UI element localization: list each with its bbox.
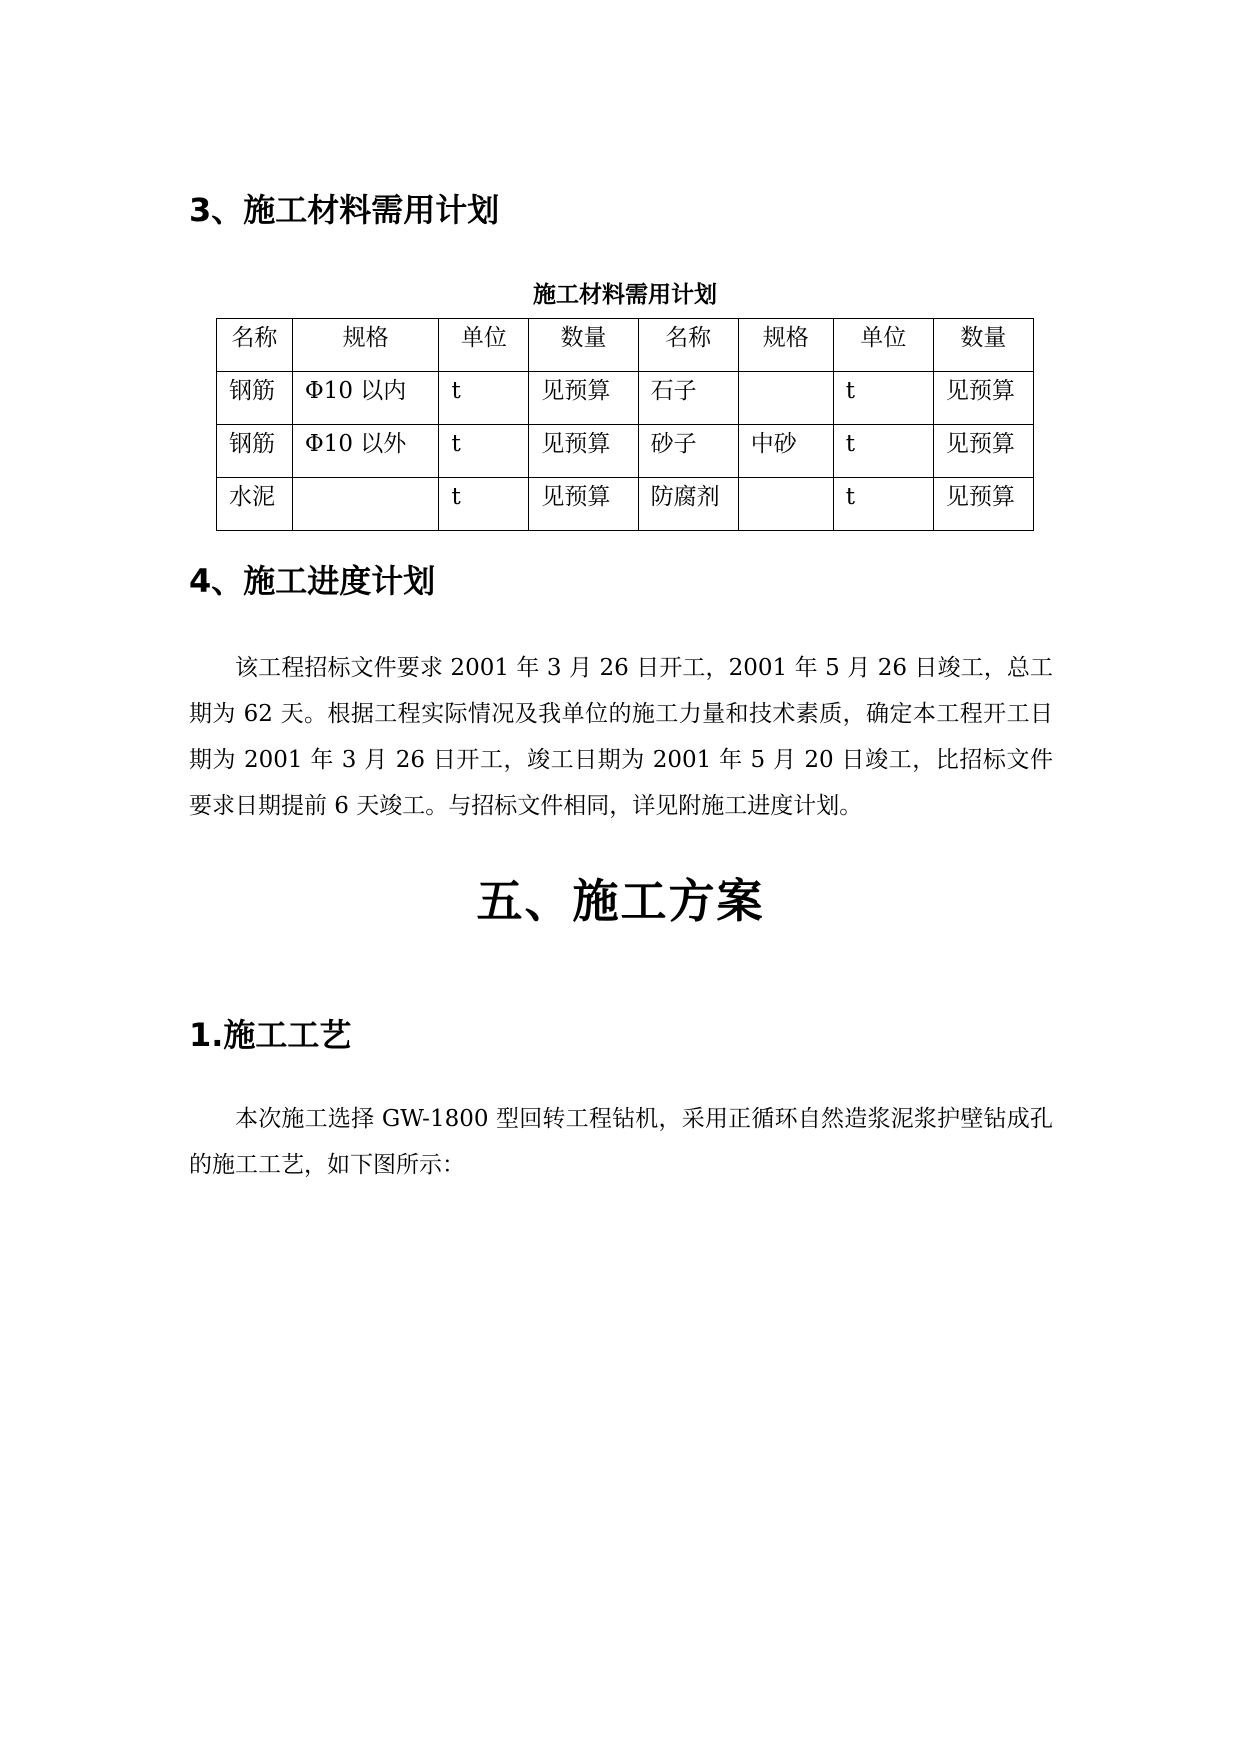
- section-heading-craft: 1.施工工艺: [189, 1016, 352, 1054]
- header-cell: 数量: [933, 319, 1033, 372]
- table-cell: 水泥: [217, 478, 293, 531]
- section-heading-schedule: 4、施工进度计划: [189, 562, 436, 600]
- header-cell: 规格: [292, 319, 439, 372]
- table-cell: t: [439, 372, 529, 425]
- table-caption: 施工材料需用计划: [533, 282, 717, 308]
- table-cell: 钢筋: [217, 372, 293, 425]
- table-cell: Φ10 以内: [292, 372, 439, 425]
- table-cell: [738, 372, 833, 425]
- table-cell: 见预算: [529, 478, 638, 531]
- header-cell: 名称: [638, 319, 738, 372]
- table-cell: 中砂: [738, 425, 833, 478]
- header-cell: 单位: [833, 319, 933, 372]
- table-cell: t: [833, 372, 933, 425]
- table-cell: 见预算: [933, 425, 1033, 478]
- table-cell: [738, 478, 833, 531]
- schedule-paragraph: 该工程招标文件要求 2001 年 3 月 26 日开工，2001 年 5 月 26 日竣工，总工期为 62 天。根据工程实际情况及我单位的施工力量和技术素质，确定本工程开工日期为 2001 年 3 月 26 日开工，竣工日期为 2001 年 5 月 20 日竣工，比招标文件要求日期提前 6 天竣工。与招标文件相同，详见附施工进度计划。: [189, 655, 1053, 819]
- table-cell: Φ10 以外: [292, 425, 439, 478]
- header-cell: 名称: [217, 319, 293, 372]
- table-cell: t: [833, 425, 933, 478]
- table-cell: 见预算: [529, 425, 638, 478]
- table-row: [217, 372, 1034, 425]
- table-cell: 砂子: [638, 425, 738, 478]
- craft-paragraph: 本次施工选择 GW-1800 型回转工程钻机，采用正循环自然造浆泥浆护壁钻成孔的施工工艺，如下图所示：: [189, 1106, 1053, 1178]
- table-cell: 见预算: [933, 478, 1033, 531]
- table-cell: t: [833, 478, 933, 531]
- table-row: [217, 478, 1034, 531]
- table-cell: 见预算: [933, 372, 1033, 425]
- header-cell: 规格: [738, 319, 833, 372]
- table-cell: 石子: [638, 372, 738, 425]
- table-header-row: [217, 319, 1034, 372]
- table-cell: t: [439, 478, 529, 531]
- table-cell: 防腐剂: [638, 478, 738, 531]
- chapter-title: 五、施工方案: [476, 874, 765, 928]
- table-cell: t: [439, 425, 529, 478]
- materials-table: [216, 318, 1034, 531]
- section-heading-materials: 3、施工材料需用计划: [189, 191, 500, 229]
- table-cell: 钢筋: [217, 425, 293, 478]
- header-cell: 单位: [439, 319, 529, 372]
- table-cell: [292, 478, 439, 531]
- table-row: [217, 425, 1034, 478]
- table-cell: 见预算: [529, 372, 638, 425]
- header-cell: 数量: [529, 319, 638, 372]
